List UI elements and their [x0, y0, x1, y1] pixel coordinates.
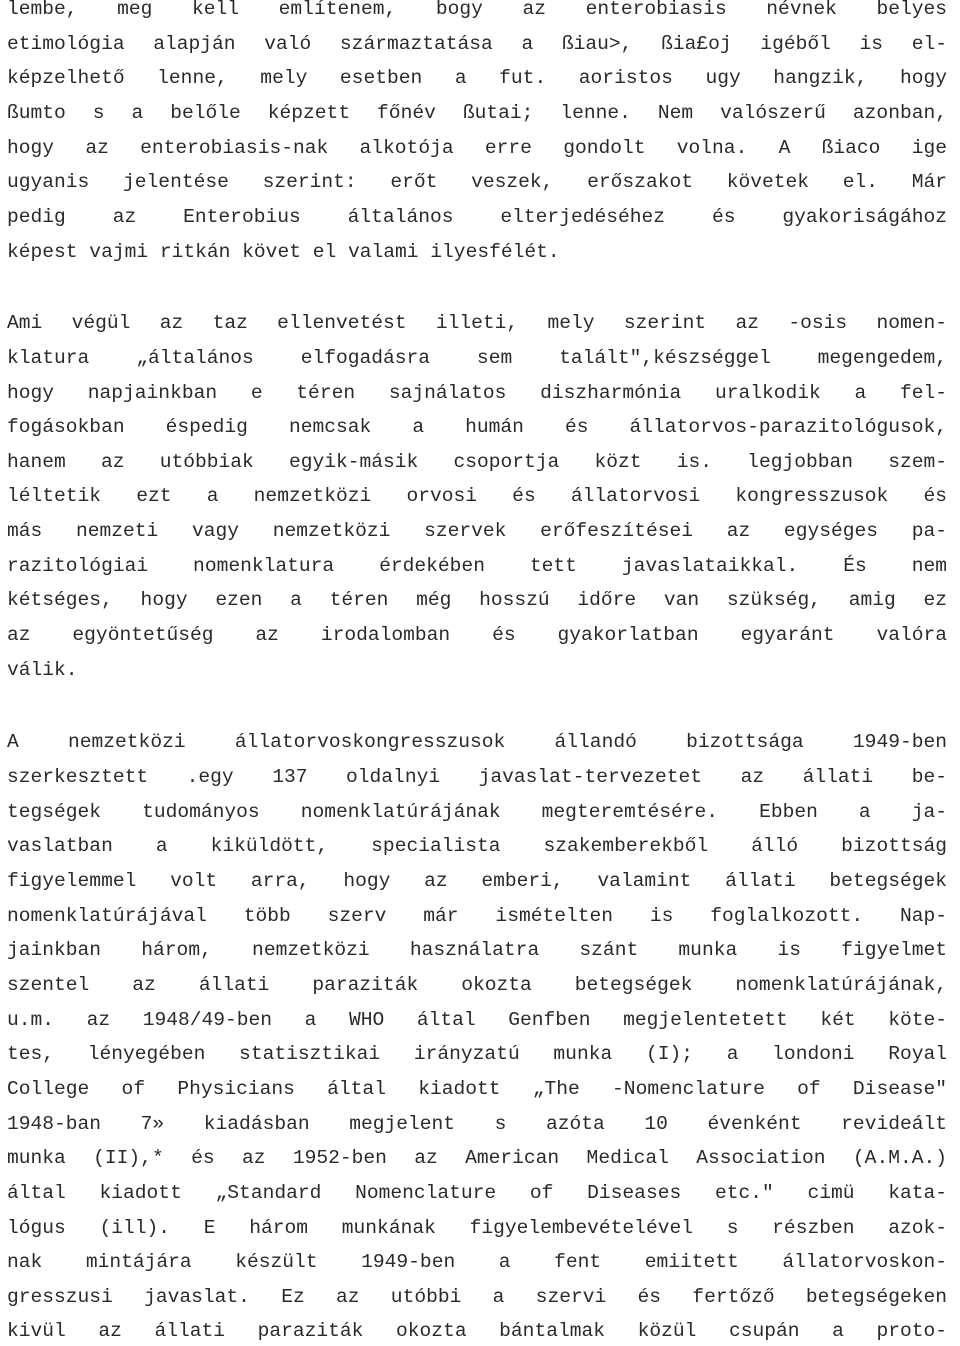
text-line: figyelemmel volt arra, hogy az emberi, valamint állati betegségek: [7, 870, 947, 892]
text-line: A nemzetközi állatorvoskongresszusok állandó bizottsága 1949-ben: [7, 731, 947, 753]
text-line: más nemzeti vagy nemzetközi szervek erőfeszítései az egységes pa-: [7, 520, 947, 542]
text-line: hogy az enterobiasis-nak alkotója erre gondolt volna. A ßiaco ige: [7, 137, 947, 159]
text-line: klatura „általános elfogadásra sem talált",készséggel megengedem,: [7, 347, 947, 369]
text-line: Ami végül az taz ellenvetést illeti, mely szerint az -osis nomen-: [7, 312, 947, 334]
text-line: ßumto s a belőle képzett főnév ßutai; lenne. Nem valószerű azonban,: [7, 102, 947, 124]
text-line: vaslatban a kiküldött, specialista szakemberekből álló bizottság: [7, 835, 947, 857]
text-line: az egyöntetűség az irodalomban és gyakorlatban egyaránt valóra: [7, 624, 947, 646]
text-line: képzelhető lenne, mely esetben a fut. aoristos ugy hangzik, hogy: [7, 67, 947, 89]
text-line: által kiadott „Standard Nomenclature of Diseases etc." cimü kata-: [7, 1182, 947, 1204]
text-line: u.m. az 1948/49-ben a WHO által Genfben megjelentetett két köte-: [7, 1009, 947, 1031]
text-line: jainkban három, nemzetközi használatra szánt munka is figyelmet: [7, 939, 947, 961]
text-line: válik.: [7, 659, 78, 681]
text-line: kivül az állati paraziták okozta bántalmak közül csupán a proto-: [7, 1320, 947, 1342]
text-line: léltetik ezt a nemzetközi orvosi és állatorvosi kongresszusok és: [7, 485, 947, 507]
text-line: tegségek tudományos nomenklatúrájának megteremtésére. Ebben a ja-: [7, 801, 947, 823]
text-line: szentel az állati paraziták okozta betegségek nomenklatúrájának,: [7, 974, 947, 996]
text-line: képest vajmi ritkán követ el valami ilyesfélét.: [7, 241, 560, 263]
text-line: lembe, meg kell említenem, bogy az enterobiasis névnek belyes: [7, 0, 947, 20]
text-line: etimológia alapján való származtatása a ßiau>, ßia£oj igéből is el-: [7, 33, 947, 55]
text-line: pedig az Enterobius általános elterjedéséhez és gyakoriságához: [7, 206, 947, 228]
text-line: gresszusi javaslat. Ez az utóbbi a szervi és fertőző betegségeken: [7, 1286, 947, 1308]
text-line: szerkesztett .egy 137 oldalnyi javaslat-tervezetet az állati be-: [7, 766, 947, 788]
text-line: 1948-ban 7» kiadásban megjelent s azóta 10 évenként revideált: [7, 1113, 947, 1135]
text-line: munka (II),* és az 1952-ben az American Medical Association (A.M.A.): [7, 1147, 947, 1169]
text-line: hogy napjainkban e téren sajnálatos diszharmónia uralkodik a fel-: [7, 382, 947, 404]
text-line: lógus (ill). E három munkának figyelembevételével s részben azok-: [7, 1217, 947, 1239]
text-line: tes, lényegében statisztikai irányzatú munka (I); a londoni Royal: [7, 1043, 947, 1065]
text-line: ugyanis jelentése szerint: erőt veszek, erőszakot követek el. Már: [7, 171, 947, 193]
text-line: kétséges, hogy ezen a téren még hosszú időre van szükség, amig ez: [7, 589, 947, 611]
text-line: fogásokban éspedig nemcsak a humán és állatorvos-parazitológusok,: [7, 416, 947, 438]
text-line: nomenklatúrájával több szerv már ismételten is foglalkozott. Nap-: [7, 905, 947, 927]
text-line: hanem az utóbbiak egyik-másik csoportja közt is. legjobban szem-: [7, 451, 947, 473]
text-line: razitológiai nomenklatura érdekében tett javaslataikkal. És nem: [7, 555, 947, 577]
text-line: College of Physicians által kiadott „The -Nomenclature of Disease": [7, 1078, 947, 1100]
text-line: nak mintájára készült 1949-ben a fent emiitett állatorvoskon-: [7, 1251, 947, 1273]
